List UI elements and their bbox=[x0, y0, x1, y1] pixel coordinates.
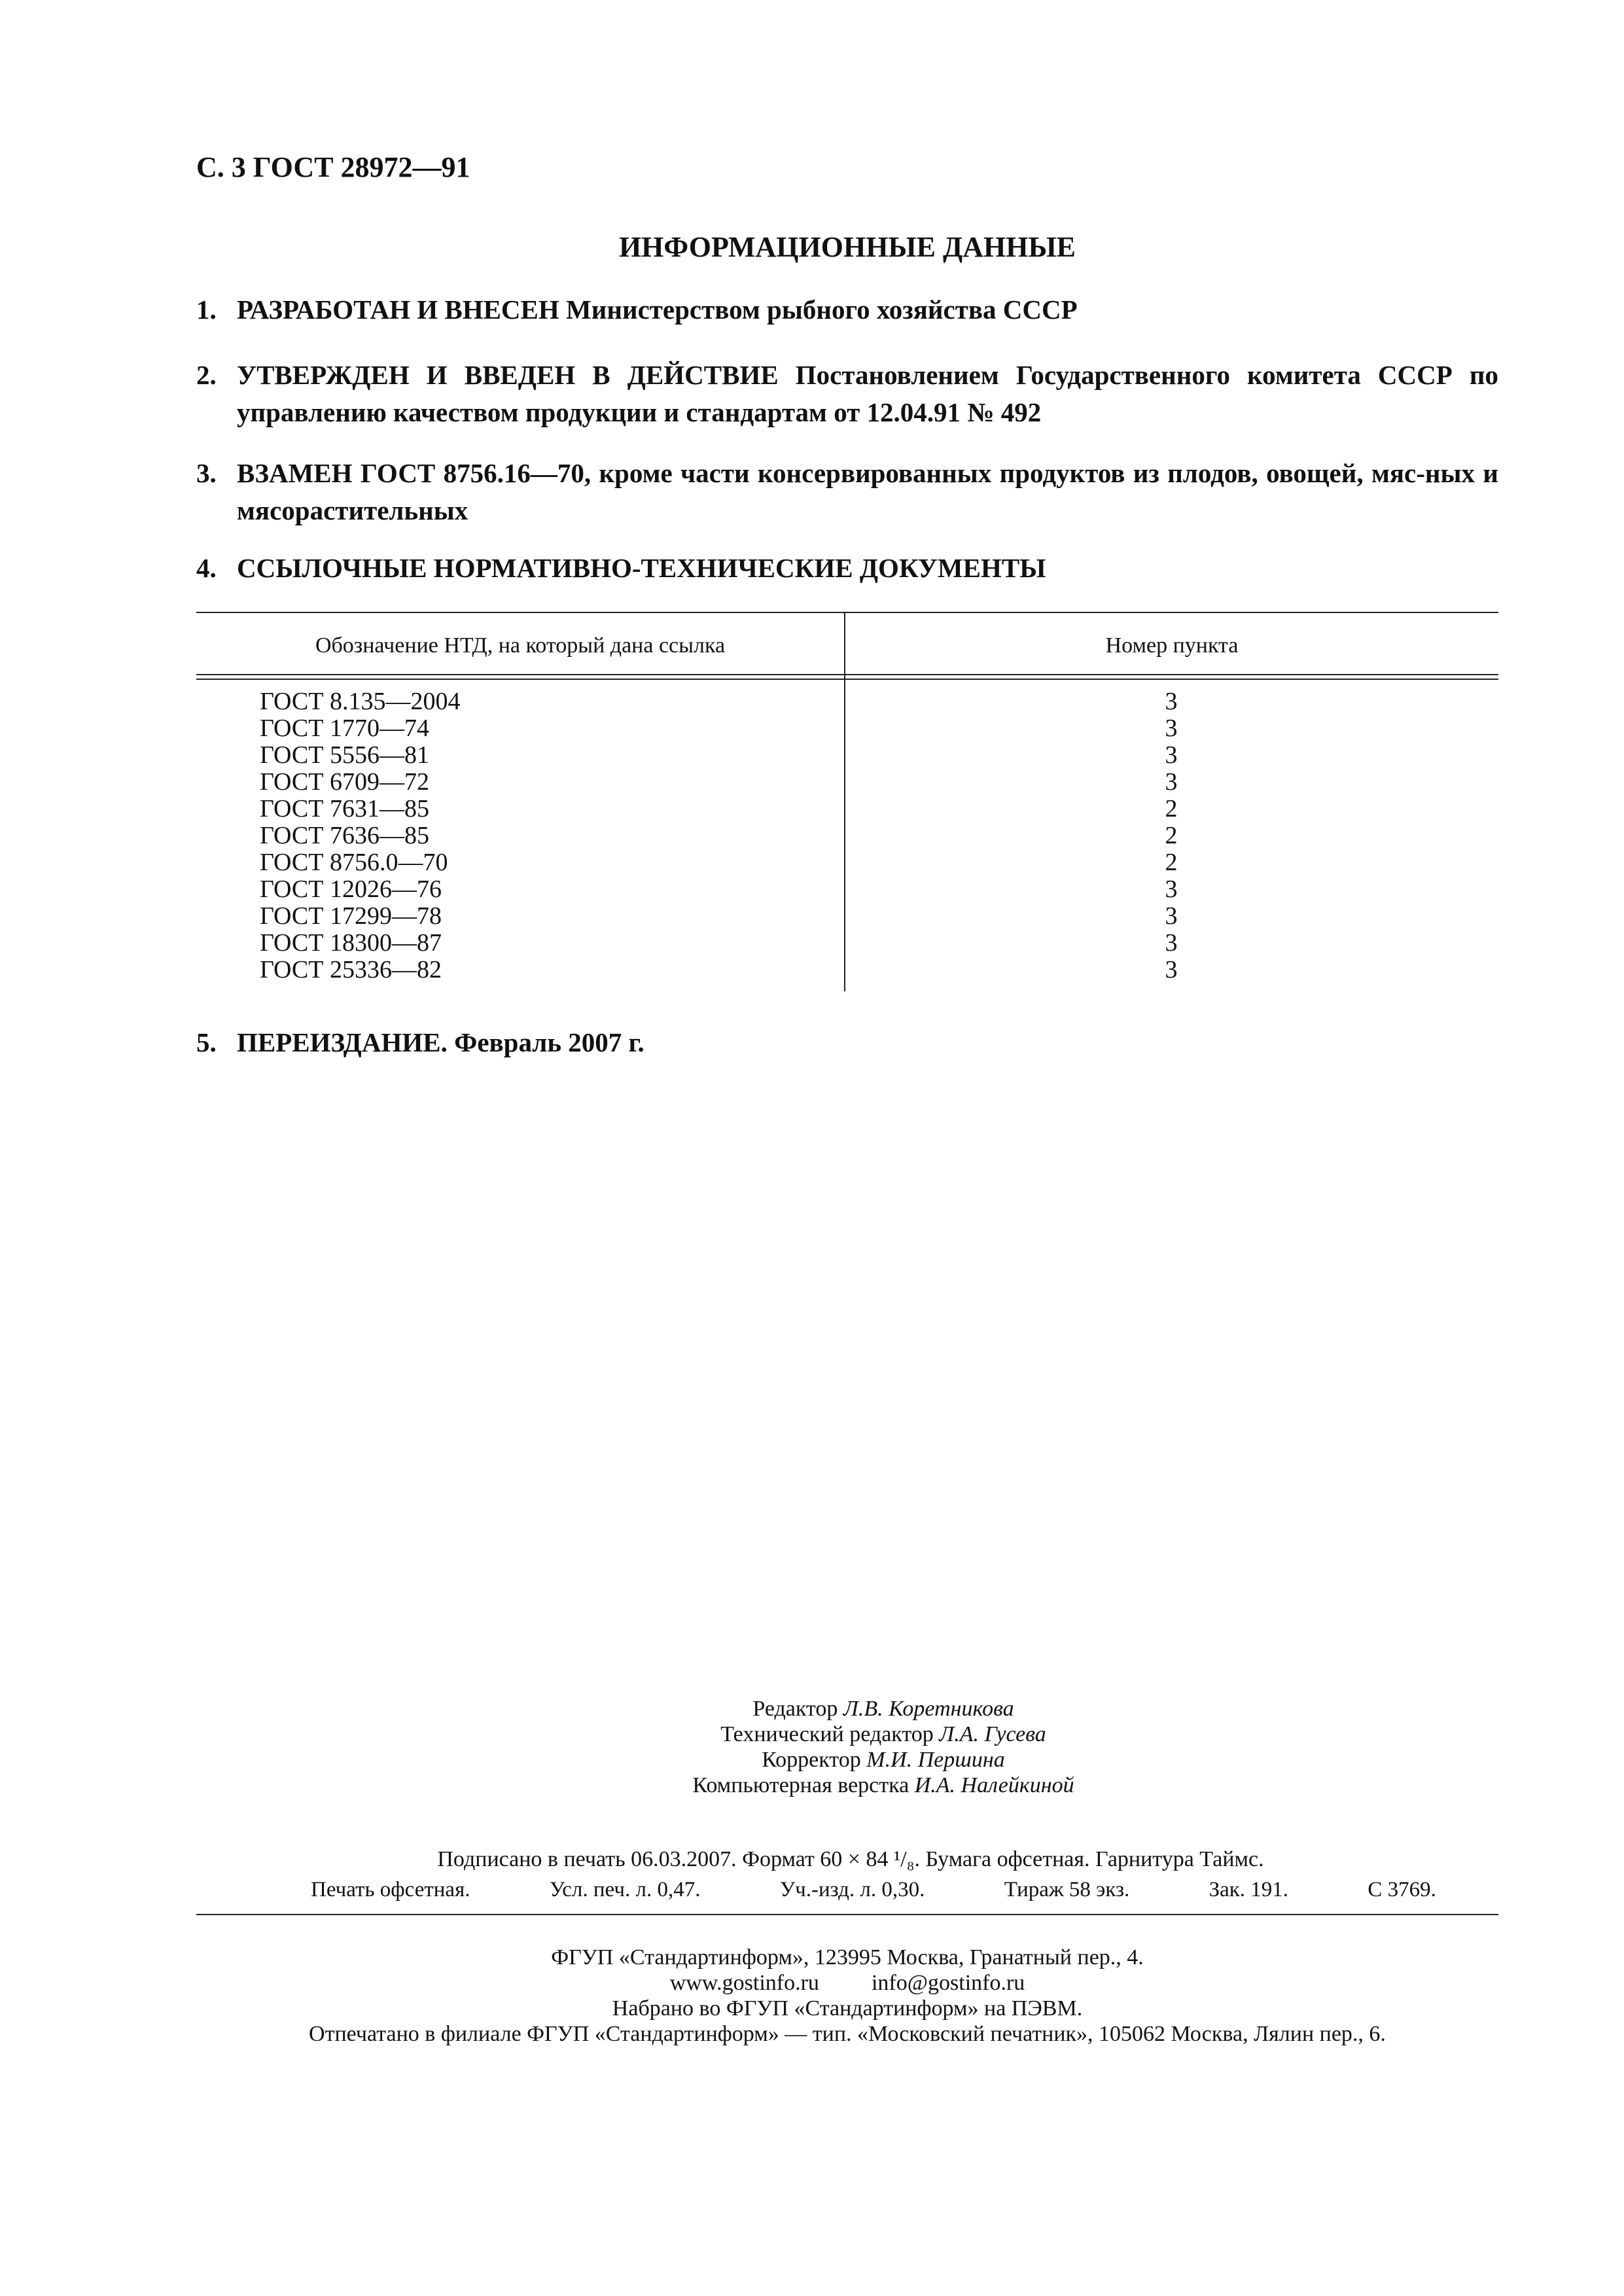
table-cell-point: 3 bbox=[1165, 715, 1178, 742]
footer-contacts bbox=[196, 1970, 1498, 1996]
table-point-column bbox=[1139, 688, 1204, 983]
website-link[interactable]: www.gostinfo.ru bbox=[669, 1971, 819, 1995]
table-cell-point: 3 bbox=[1165, 956, 1178, 983]
table-top-rule bbox=[196, 612, 1498, 613]
table-cell-doc: ГОСТ 1770—74 bbox=[260, 715, 429, 742]
table-doc-column bbox=[260, 688, 587, 983]
print-code: С 3769. bbox=[1368, 1878, 1436, 1901]
item-lead: УТВЕРЖДЕН И ВВЕДЕН В ДЕЙСТВИЕ bbox=[237, 360, 779, 390]
item-text: Февраль 2007 г. bbox=[447, 1027, 644, 1057]
table-cell-point: 3 bbox=[1165, 929, 1178, 957]
table-header-rule-2 bbox=[196, 679, 1498, 680]
item-5 bbox=[196, 1024, 1498, 1061]
table-cell-point: 3 bbox=[1165, 741, 1178, 769]
item-text: кроме части консервированных продуктов из плодов, овощей, мяс-ных и мясорастительных bbox=[237, 458, 1498, 525]
table-cell-doc: ГОСТ 17299—78 bbox=[260, 902, 442, 930]
credit-layout: Компьютерная верстка И.А. Налейкиной bbox=[692, 1773, 1074, 1797]
item-text: Министерством рыбного хозяйства СССР bbox=[559, 294, 1078, 325]
table-cell-doc: ГОСТ 7636—85 bbox=[260, 822, 429, 849]
table-cell-doc: ГОСТ 7631—85 bbox=[260, 795, 429, 822]
order-number: Зак. 191. bbox=[1209, 1878, 1289, 1901]
item-number: 2. bbox=[196, 360, 217, 390]
email-link[interactable]: info@gostinfo.ru bbox=[871, 1971, 1025, 1995]
table-header-point: Номер пункта bbox=[1105, 633, 1239, 658]
table-cell-point: 2 bbox=[1165, 822, 1178, 849]
print-type: Печать офсетная. bbox=[311, 1878, 470, 1901]
pub-sheets: Уч.-изд. л. 0,30. bbox=[779, 1878, 925, 1901]
credit-tech-editor: Технический редактор Л.А. Гусева bbox=[720, 1722, 1046, 1746]
table-cell-point: 3 bbox=[1165, 768, 1178, 796]
item-text: Постановлением Государственного комитета СССР по управлению качеством продукции и стандартам от 12.04.91 № 492 bbox=[237, 360, 1498, 427]
page-reference: С. 3 ГОСТ 28972—91 bbox=[196, 151, 470, 183]
table-header-rule bbox=[196, 674, 1498, 675]
table-cell-doc: ГОСТ 5556—81 bbox=[260, 741, 429, 769]
item-number: 1. bbox=[196, 294, 217, 325]
item-1 bbox=[196, 291, 1498, 328]
item-lead: ПЕРЕИЗДАНИЕ. bbox=[237, 1027, 448, 1057]
table-cell-doc: ГОСТ 18300—87 bbox=[260, 929, 442, 957]
item-3 bbox=[196, 455, 1498, 529]
item-number: 4. bbox=[196, 553, 217, 583]
table-cell-point: 3 bbox=[1165, 875, 1178, 903]
print-run: Тираж 58 экз. bbox=[1004, 1878, 1130, 1901]
table-cell-doc: ГОСТ 6709—72 bbox=[260, 768, 429, 796]
credit-editor: Редактор Л.В. Коретникова bbox=[752, 1697, 1014, 1721]
table-cell-doc: ГОСТ 25336—82 bbox=[260, 956, 442, 983]
table-cell-point: 2 bbox=[1165, 849, 1178, 876]
table-cell-doc: ГОСТ 8.135—2004 bbox=[260, 688, 461, 715]
item-lead: ВЗАМЕН ГОСТ 8756.16—70, bbox=[237, 458, 591, 488]
table-cell-doc: ГОСТ 12026—76 bbox=[260, 875, 442, 903]
item-number: 5. bbox=[196, 1027, 217, 1057]
item-lead: ССЫЛОЧНЫЕ НОРМАТИВНО-ТЕХНИЧЕСКИЕ ДОКУМЕНТЫ bbox=[237, 553, 1046, 583]
section-title: ИНФОРМАЦИОННЫЕ ДАННЫЕ bbox=[618, 231, 1076, 263]
footer-printed: Отпечатано в филиале ФГУП «Стандартинформ» — тип. «Московский печатник», 105062 Москва, Лялин пер., 6. bbox=[309, 2022, 1386, 2046]
table-cell-point: 3 bbox=[1165, 902, 1178, 930]
table-cell-point: 3 bbox=[1165, 688, 1178, 715]
table-cell-doc: ГОСТ 8756.0—70 bbox=[260, 849, 448, 876]
item-4 bbox=[196, 550, 1498, 587]
footer-typeset: Набрано во ФГУП «Стандартинформ» на ПЭВМ. bbox=[612, 1996, 1083, 2021]
footer-rule bbox=[196, 1914, 1498, 1915]
print-sheets: Усл. печ. л. 0,47. bbox=[549, 1878, 701, 1901]
table-header-doc: Обозначение НТД, на который дана ссылка bbox=[315, 633, 726, 658]
table-cell-point: 2 bbox=[1165, 795, 1178, 822]
item-2 bbox=[196, 357, 1498, 431]
footer-publisher: ФГУП «Стандартинформ», 123995 Москва, Гранатный пер., 4. bbox=[551, 1945, 1144, 1969]
credit-proofreader: Корректор М.И. Першина bbox=[762, 1748, 1005, 1772]
item-number: 3. bbox=[196, 458, 217, 488]
item-lead: РАЗРАБОТАН И ВНЕСЕН bbox=[237, 294, 559, 325]
publication-line-1: Подписано в печать 06.03.2007. Формат 60 × 84 ¹/₈. Бумага офсетная. Гарнитура Таймс. bbox=[437, 1847, 1264, 1871]
publication-line-2 bbox=[311, 1878, 1436, 1902]
table-column-divider bbox=[844, 612, 845, 991]
